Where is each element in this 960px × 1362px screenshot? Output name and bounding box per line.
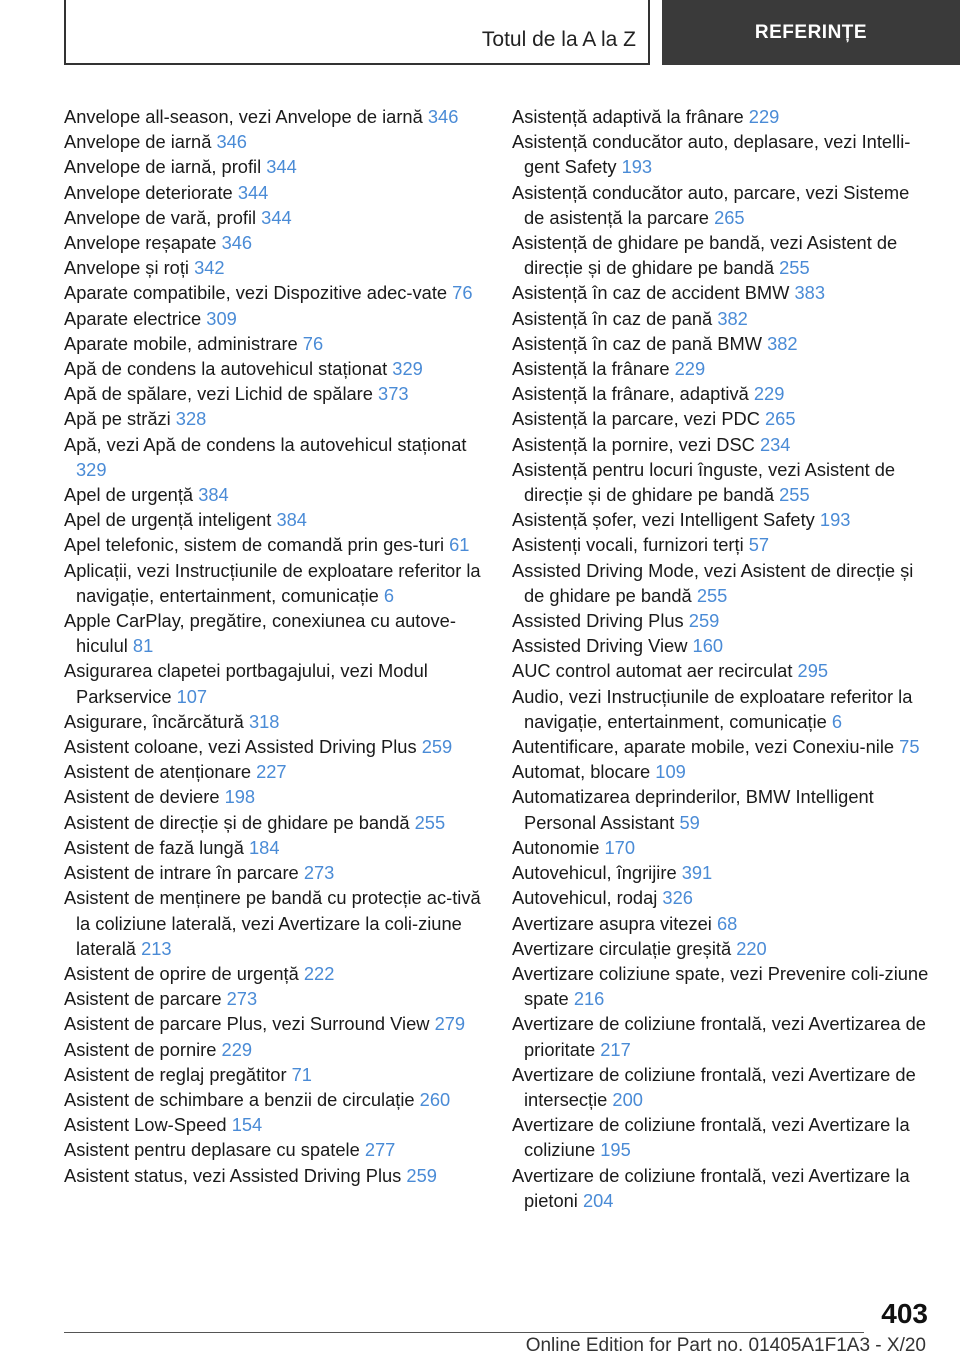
- index-entry-text: Automat, blocare: [512, 761, 651, 783]
- page-reference-link[interactable]: 255: [779, 484, 810, 506]
- index-entry-text: Asistent Low-Speed: [64, 1114, 227, 1136]
- page-reference-link[interactable]: 229: [748, 106, 780, 127]
- page-reference-link[interactable]: 75: [899, 736, 920, 758]
- index-entry-text: Asistență în caz de pană: [512, 307, 713, 329]
- page-reference-link[interactable]: 213: [141, 937, 172, 959]
- index-entry: [64, 532, 482, 557]
- index-entry: [512, 684, 932, 734]
- index-entry-text: Asistent de schimbare a benzii de circulație: [64, 1088, 415, 1110]
- page-reference-link[interactable]: 229: [753, 383, 785, 405]
- page-reference-link[interactable]: 61: [449, 534, 470, 556]
- page-reference-link[interactable]: 279: [434, 1013, 466, 1035]
- index-entry-text: Asistență de ghidare pe bandă, vezi Asistent de direcție și de ghidare pe bandă: [512, 232, 898, 279]
- page-reference-link[interactable]: 234: [759, 433, 791, 455]
- page-reference-link[interactable]: 329: [392, 358, 423, 380]
- index-entry: [64, 205, 482, 230]
- page-reference-link[interactable]: 382: [717, 307, 748, 329]
- page-reference-link[interactable]: 295: [797, 660, 829, 682]
- index-entry: [64, 356, 482, 381]
- index-entry-text: Asistență la pornire, vezi DSC: [512, 433, 755, 455]
- index-entry-text: Anvelope reșapate: [64, 232, 217, 254]
- page-reference-link[interactable]: 265: [765, 408, 796, 430]
- page-reference-link[interactable]: 71: [291, 1063, 312, 1085]
- index-entry: [512, 507, 932, 532]
- page-reference-link[interactable]: 193: [621, 156, 653, 178]
- index-entry: [512, 911, 932, 936]
- page-reference-link[interactable]: 328: [175, 408, 207, 430]
- index-entry: [64, 280, 482, 305]
- index-entry: [512, 532, 932, 557]
- page-reference-link[interactable]: 154: [231, 1114, 263, 1136]
- index-entry-text: Apel de urgență inteligent: [64, 509, 272, 531]
- footer-rule: [64, 1332, 864, 1333]
- page-reference-link[interactable]: 198: [224, 786, 256, 808]
- page-reference-link[interactable]: 6: [831, 710, 843, 732]
- index-entry: [64, 129, 482, 154]
- index-entry-text: Apă de spălare, vezi Lichid de spălare: [64, 383, 373, 405]
- page-reference-link[interactable]: 200: [612, 1088, 643, 1110]
- index-entry-text: Avertizare circulație greșită: [512, 937, 732, 959]
- index-entry: [64, 1112, 482, 1137]
- index-entry-text: Anvelope deteriorate: [64, 181, 233, 203]
- index-entry: [512, 104, 932, 129]
- page-reference-link[interactable]: 195: [600, 1139, 631, 1161]
- index-entry: [512, 1112, 932, 1162]
- index-entry-text: Asistență în caz de pană BMW: [512, 332, 762, 354]
- index-entry-text: Anvelope de vară, profil: [64, 206, 257, 228]
- index-entry: [512, 734, 932, 759]
- index-entry: [64, 154, 482, 179]
- page-reference-link[interactable]: 346: [427, 106, 459, 127]
- page-reference-link[interactable]: 346: [221, 232, 253, 254]
- index-entry-text: Asistență adaptivă la frânare: [512, 106, 744, 127]
- index-entry: [512, 180, 932, 230]
- footer-edition: Online Edition for Part no. 01405A1F1A3 - X/20: [525, 1335, 926, 1356]
- page-reference-link[interactable]: 382: [767, 332, 798, 354]
- page-reference-link[interactable]: 344: [266, 156, 297, 178]
- page-reference-link[interactable]: 107: [176, 685, 208, 707]
- index-entry-text: Apel telefonic, sistem de comandă prin ges-turi: [64, 534, 445, 556]
- page-reference-link[interactable]: 160: [692, 635, 724, 657]
- page-reference-link[interactable]: 6: [383, 584, 395, 606]
- page-reference-link[interactable]: 384: [198, 484, 229, 506]
- index-entry: [512, 280, 932, 305]
- page-reference-link[interactable]: 76: [452, 282, 473, 304]
- index-entry: [64, 1163, 482, 1188]
- index-entry: [64, 1037, 482, 1062]
- index-entry-text: Avertizare coliziune spate, vezi Prevenire coli-ziune spate: [512, 962, 929, 1010]
- page-reference-link[interactable]: 260: [419, 1088, 451, 1110]
- index-entry: [64, 885, 482, 961]
- page-reference-link[interactable]: 259: [688, 610, 720, 632]
- page-reference-link[interactable]: 81: [132, 635, 154, 657]
- index-entry: [64, 180, 482, 205]
- index-entry: [512, 936, 932, 961]
- index-entry: [512, 961, 932, 1011]
- index-entry: [64, 306, 482, 331]
- index-entry-text: Apă pe străzi: [64, 408, 171, 430]
- index-entry-text: Audio, vezi Instrucțiunile de exploatare referitor la navigație, entertainment, comunicație: [512, 685, 913, 732]
- index-entry: [512, 457, 932, 507]
- page-number: 403: [881, 1298, 928, 1329]
- index-entry-text: Asistență pentru locuri înguste, vezi Asistent de direcție și de ghidare pe bandă: [512, 458, 896, 506]
- header-rule-right: [648, 0, 650, 65]
- index-entry: [64, 961, 482, 986]
- index-entry-text: Anvelope all-season, vezi Anvelope de iarnă: [64, 106, 423, 127]
- index-entry: [64, 658, 482, 708]
- index-entry: [512, 885, 932, 910]
- index-entry: [64, 255, 482, 280]
- index-entry-text: Asistent de pornire: [64, 1038, 217, 1060]
- index-entry: [512, 1011, 932, 1061]
- page-reference-link[interactable]: 255: [414, 811, 446, 833]
- page-reference-link[interactable]: 184: [248, 836, 280, 858]
- index-entry-text: Asistent de reglaj pregătitor: [64, 1063, 287, 1085]
- index-entry-text: Asistență la frânare: [512, 358, 670, 380]
- index-entry: [64, 709, 482, 734]
- index-entry-text: Avertizare de coliziune frontală, vezi Avertizare de intersecție: [512, 1063, 916, 1110]
- index-entry-text: Avertizare de coliziune frontală, vezi Avertizarea de prioritate: [512, 1013, 926, 1060]
- index-entry: [64, 1062, 482, 1087]
- page-reference-link[interactable]: 255: [696, 584, 728, 606]
- index-entry-text: Avertizare de coliziune frontală, vezi Avertizare la pietoni: [512, 1164, 910, 1211]
- index-entry: [64, 835, 482, 860]
- index-column-left: [64, 104, 482, 1188]
- index-entry: [64, 1011, 482, 1036]
- index-entry: [64, 1137, 482, 1162]
- page-reference-link[interactable]: 342: [194, 257, 225, 279]
- index-entry-text: Asistență în caz de accident BMW: [512, 282, 790, 304]
- page-reference-link[interactable]: 384: [276, 509, 307, 531]
- index-entry-text: Anvelope și roți: [64, 257, 189, 279]
- index-entry-text: Automatizarea deprinderilor, BMW Intelligent Personal Assistant: [512, 786, 874, 833]
- index-entry-text: Asistent de fază lungă: [64, 836, 244, 858]
- page-reference-link[interactable]: 217: [600, 1038, 631, 1060]
- index-entry-text: Apă, vezi Apă de condens la autovehicul staționat: [64, 433, 467, 455]
- page-reference-link[interactable]: 220: [736, 937, 767, 959]
- page-reference-link[interactable]: 309: [206, 307, 237, 329]
- index-entry: [512, 356, 932, 381]
- page-reference-link[interactable]: 383: [794, 282, 825, 304]
- index-entry-text: Asistent de parcare Plus, vezi Surround View: [64, 1013, 430, 1035]
- index-entry: [64, 1087, 482, 1112]
- index-entry-text: Asistent de parcare: [64, 988, 222, 1010]
- index-entry: [64, 507, 482, 532]
- index-entry: [512, 633, 932, 658]
- index-entry: [512, 230, 932, 280]
- index-entry: [64, 432, 482, 482]
- index-entry: [64, 104, 482, 129]
- index-entry-text: Asigurare, încărcătură: [64, 710, 244, 732]
- index-entry: [512, 331, 932, 356]
- page-reference-link[interactable]: 229: [674, 358, 706, 380]
- index-entry: [512, 306, 932, 331]
- index-entry-text: Assisted Driving View: [512, 635, 688, 657]
- index-entry-text: Asistent de oprire de urgență: [64, 962, 299, 984]
- index-entry-text: Assisted Driving Mode, vezi Asistent de direcție și de ghidare pe bandă: [512, 559, 914, 606]
- index-column-right: [512, 104, 932, 1213]
- index-entry: [512, 381, 932, 406]
- page-reference-link[interactable]: 344: [237, 181, 269, 203]
- index-entry: [64, 608, 482, 658]
- index-entry-text: Asistență la frânare, adaptivă: [512, 383, 749, 405]
- index-entry-text: Autovehicul, îngrijire: [512, 862, 677, 884]
- index-entry: [64, 810, 482, 835]
- index-entry-text: Assisted Driving Plus: [512, 610, 684, 632]
- page-reference-link[interactable]: 373: [378, 383, 409, 405]
- page-reference-link[interactable]: 68: [716, 912, 738, 934]
- page-reference-link[interactable]: 59: [679, 811, 700, 833]
- index-entry-text: Apă de condens la autovehicul staționat: [64, 358, 388, 380]
- header-rule-bottom: [64, 63, 650, 65]
- index-entry-text: Anvelope de iarnă: [64, 131, 212, 153]
- page-reference-link[interactable]: 329: [76, 458, 107, 480]
- index-entry: [64, 381, 482, 406]
- index-entry: [512, 129, 932, 179]
- index-entry-text: Apel de urgență: [64, 484, 194, 506]
- index-entry-text: Asistent coloane, vezi Assisted Driving Plus: [64, 736, 417, 758]
- index-entry-text: Asistent de intrare în parcare: [64, 862, 299, 884]
- index-entry: [64, 784, 482, 809]
- index-entry-text: Apple CarPlay, pregătire, conexiunea cu autove-hiculul: [64, 610, 456, 657]
- index-entry-text: Asistent de menținere pe bandă cu protecție ac-tivă la coliziune laterală, vezi Avertizare la coli-ziune laterală: [64, 887, 481, 959]
- index-entry-text: Asistență conducător auto, parcare, vezi Sisteme de asistență la parcare: [512, 181, 910, 228]
- page-reference-link[interactable]: 216: [573, 988, 605, 1010]
- index-entry-text: Aplicații, vezi Instrucțiunile de exploatare referitor la navigație, entertainment, comunicație: [64, 559, 481, 606]
- page-reference-link[interactable]: 229: [221, 1038, 253, 1060]
- header-rule-left: [64, 0, 66, 64]
- page-reference-link[interactable]: 326: [662, 887, 693, 909]
- index-entry: [64, 558, 482, 608]
- index-entry: [64, 230, 482, 255]
- page-reference-link[interactable]: 273: [226, 988, 258, 1010]
- index-entry: [512, 658, 932, 683]
- page-reference-link[interactable]: 265: [714, 206, 745, 228]
- index-entry-text: Asistent de direcție și de ghidare pe bandă: [64, 811, 410, 833]
- index-entry-text: Aparate mobile, administrare: [64, 332, 298, 354]
- page-reference-link[interactable]: 109: [655, 761, 686, 783]
- page-reference-link[interactable]: 259: [421, 736, 453, 758]
- index-entry-text: Autentificare, aparate mobile, vezi Conexiu-nile: [512, 736, 895, 758]
- index-entry: [64, 734, 482, 759]
- index-entry: [512, 608, 932, 633]
- index-entry-text: Asistență la parcare, vezi PDC: [512, 408, 760, 430]
- page-reference-link[interactable]: 222: [303, 962, 335, 984]
- page-reference-link[interactable]: 277: [364, 1139, 396, 1161]
- index-entry-text: Asigurarea clapetei portbagajului, vezi Modul Parkservice: [64, 660, 428, 707]
- index-entry: [64, 331, 482, 356]
- index-entry-text: Asistență conducător auto, deplasare, vezi Intelli-gent Safety: [512, 131, 911, 178]
- index-entry: [64, 986, 482, 1011]
- index-entry-text: Asistenți vocali, furnizori terți: [512, 534, 744, 556]
- index-entry-text: Aparate compatibile, vezi Dispozitive adec-vate: [64, 282, 448, 304]
- index-entry-text: Asistent de atenționare: [64, 761, 251, 783]
- index-entry: [64, 759, 482, 784]
- breadcrumb: Totul de la A la Z: [481, 28, 636, 51]
- page-reference-link[interactable]: 273: [303, 862, 335, 884]
- index-entry-text: Aparate electrice: [64, 307, 202, 329]
- index-entry: [512, 860, 932, 885]
- page-reference-link[interactable]: 259: [406, 1164, 437, 1186]
- page-reference-link[interactable]: 391: [681, 862, 713, 884]
- page-reference-link[interactable]: 204: [582, 1189, 614, 1211]
- index-entry-text: Asistent status, vezi Assisted Driving Plus: [64, 1164, 402, 1186]
- section-tab: REFERINȚE: [662, 0, 960, 65]
- index-entry-text: Asistent de deviere: [64, 786, 220, 808]
- index-entry-text: Avertizare asupra vitezei: [512, 912, 712, 934]
- index-entry-text: Avertizare de coliziune frontală, vezi Avertizare la coliziune: [512, 1114, 910, 1161]
- page-reference-link[interactable]: 227: [256, 761, 287, 783]
- index-entry: [64, 860, 482, 885]
- index-entry-text: Asistent pentru deplasare cu spatele: [64, 1139, 360, 1161]
- page-reference-link[interactable]: 346: [216, 131, 247, 153]
- page-reference-link[interactable]: 318: [248, 710, 280, 732]
- index-entry-text: Anvelope de iarnă, profil: [64, 156, 262, 178]
- index-entry: [512, 432, 932, 457]
- index-entry: [512, 1062, 932, 1112]
- page-reference-link[interactable]: 255: [779, 257, 810, 279]
- index-entry: [512, 406, 932, 431]
- index-entry: [512, 784, 932, 834]
- index-entry: [512, 558, 932, 608]
- page-reference-link[interactable]: 57: [748, 534, 770, 556]
- index-entry: [64, 406, 482, 431]
- page-reference-link[interactable]: 170: [604, 836, 636, 858]
- index-entry: [512, 835, 932, 860]
- index-entry-text: Asistență șofer, vezi Intelligent Safety: [512, 509, 815, 531]
- index-entry: [512, 1163, 932, 1213]
- index-entry-text: Autonomie: [512, 836, 600, 858]
- index-entry: [64, 482, 482, 507]
- index-entry-text: Autovehicul, rodaj: [512, 887, 658, 909]
- page-reference-link[interactable]: 344: [261, 206, 292, 228]
- page-reference-link[interactable]: 193: [819, 509, 851, 531]
- index-entry: [512, 759, 932, 784]
- page-reference-link[interactable]: 76: [302, 332, 324, 354]
- index-entry-text: AUC control automat aer recirculat: [512, 660, 793, 682]
